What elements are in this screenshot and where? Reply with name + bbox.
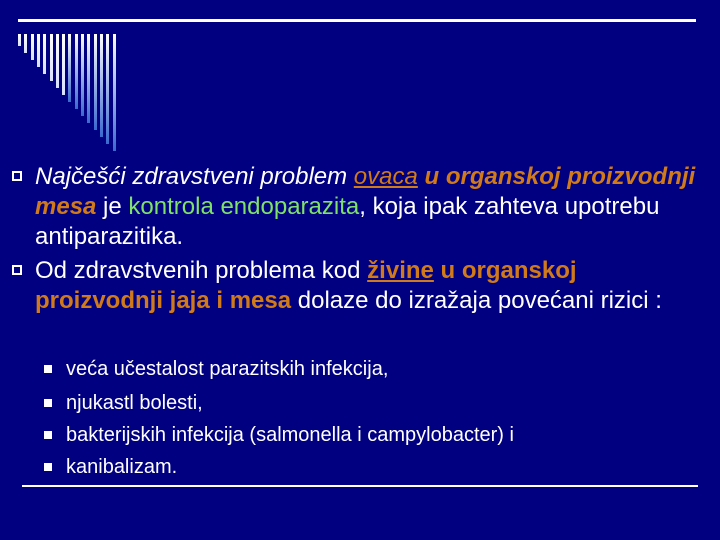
decorative-bar (56, 34, 59, 88)
sub-item-3 (44, 422, 704, 448)
decorative-bar (43, 34, 46, 74)
decorative-bar (94, 34, 97, 130)
bullet-item-1 (12, 162, 702, 252)
decorative-bar (18, 34, 21, 46)
decorative-bar (81, 34, 84, 116)
b2-part2: živine (367, 257, 434, 284)
b1-part3: u organskoj (417, 163, 561, 190)
decorative-bar (24, 34, 27, 53)
top-rule (18, 19, 696, 22)
decorative-bar (31, 34, 34, 60)
b2-part1: Od zdravstvenih problema kod (35, 257, 368, 284)
b2-part3: u organskoj proizvodnji jaja i mesa (35, 257, 577, 314)
filled-square-bullet-icon (44, 463, 52, 471)
b1-part1: Najčešći zdravstveni problem (35, 163, 354, 190)
decorative-bar (113, 34, 116, 151)
bullet-text-2 (35, 256, 702, 316)
sub-item-4 (44, 454, 704, 480)
b2-part4: dolaze do izražaja povećani rizici : (291, 287, 662, 314)
decorative-bar (75, 34, 78, 109)
sub-item-text: kanibalizam. (66, 456, 178, 478)
b1-part2: ovaca (353, 163, 418, 190)
filled-square-bullet-icon (44, 399, 52, 407)
bullet-item-2 (12, 256, 702, 316)
b1-part6: kontrola endoparazita (128, 193, 360, 220)
decorative-bar (87, 34, 90, 123)
sub-item-text: njukastl bolesti, (66, 392, 203, 414)
sub-item-1 (44, 356, 704, 382)
bottom-rule (22, 485, 698, 487)
decorative-bar (68, 34, 71, 102)
hollow-square-bullet-icon (12, 171, 22, 181)
sub-item-text: bakterijskih infekcija (salmonella i campylobacter) i (66, 424, 514, 446)
b1-part7: , koja ipak zahteva upotrebu antiparazitika. (35, 193, 660, 250)
b1-part5: je (96, 193, 129, 220)
decorative-bar (100, 34, 103, 137)
hollow-square-bullet-icon (12, 265, 22, 275)
bullet-text-1 (35, 162, 702, 252)
sub-item-2 (44, 390, 704, 416)
filled-square-bullet-icon (44, 431, 52, 439)
decorative-bar (50, 34, 53, 81)
decorative-bar (106, 34, 109, 144)
sub-item-text: veća učestalost parazitskih infekcija, (66, 358, 389, 380)
filled-square-bullet-icon (44, 365, 52, 373)
decorative-bar (62, 34, 65, 95)
decorative-bar (37, 34, 40, 67)
b1-part4: proizvodnji mesa (35, 163, 696, 220)
